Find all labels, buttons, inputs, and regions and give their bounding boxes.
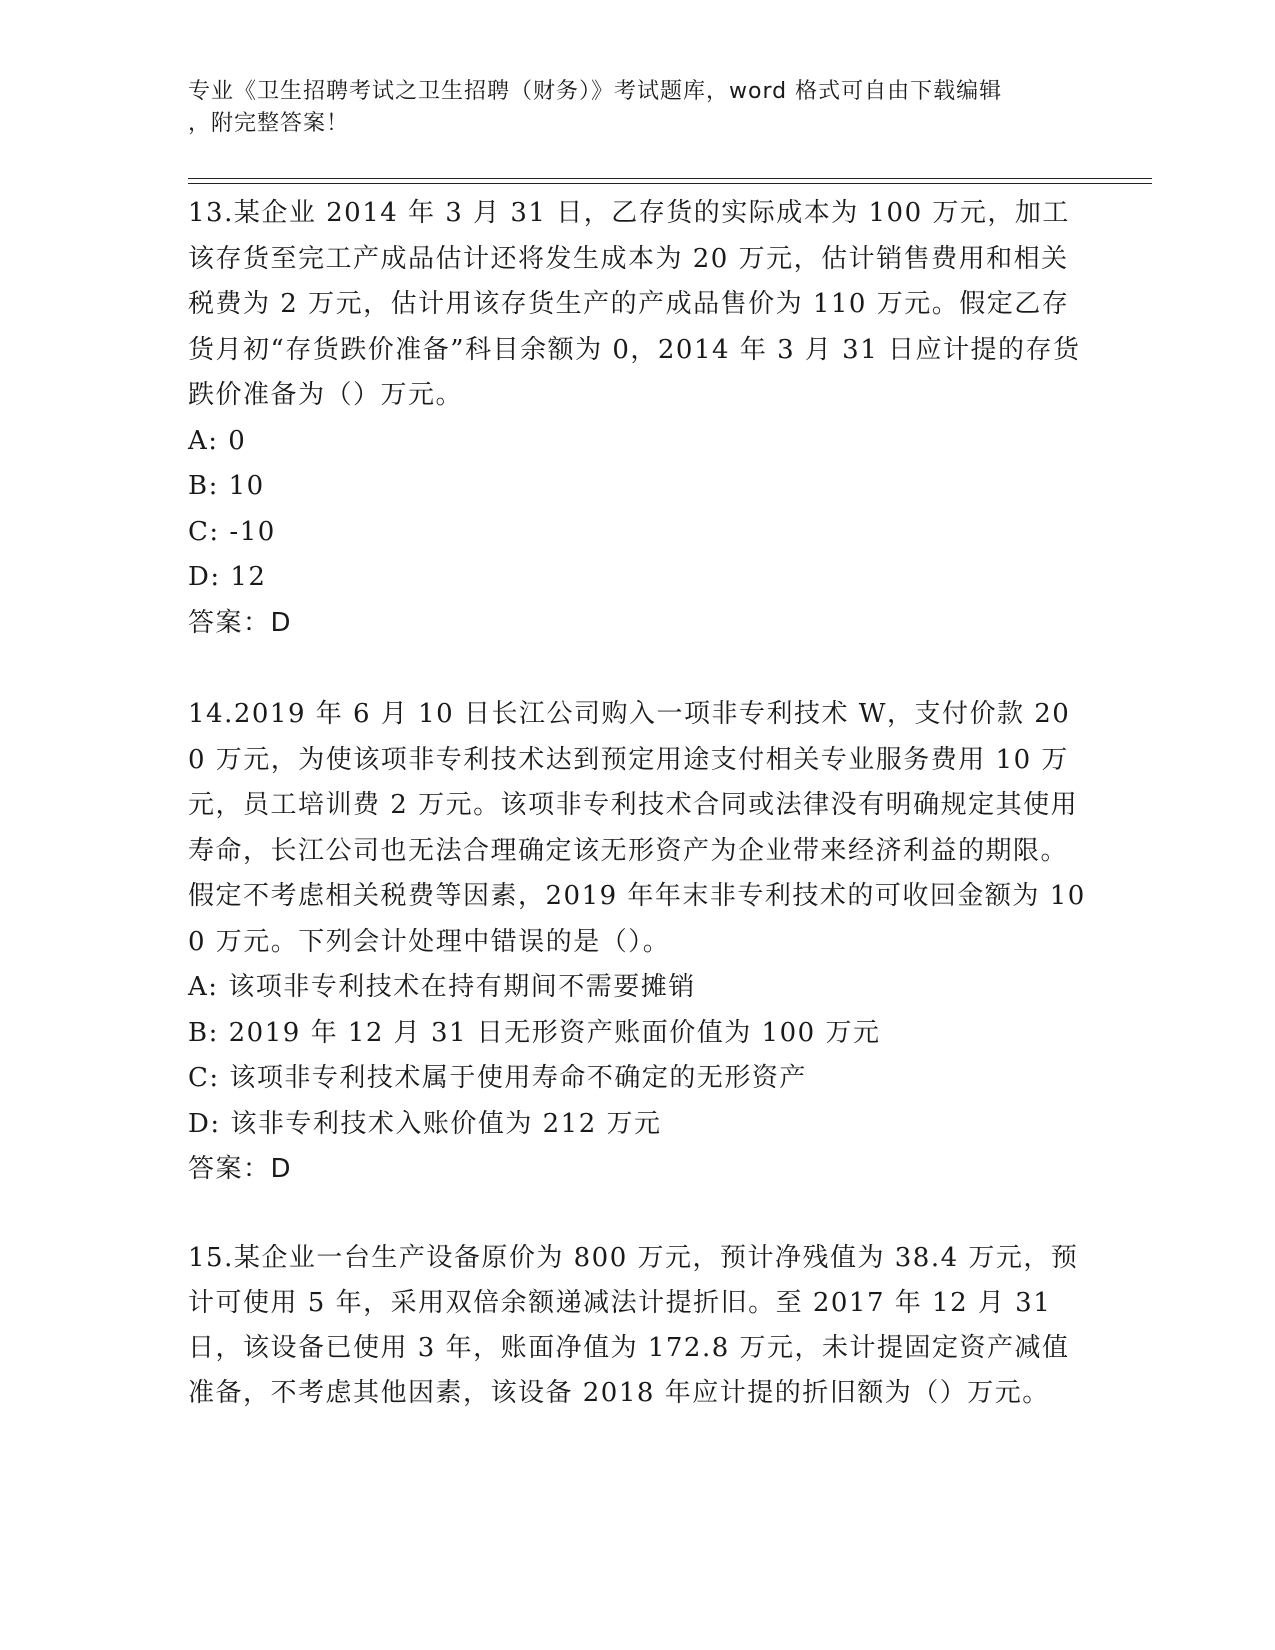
header-rule-top [188, 178, 1152, 179]
question-15 [188, 1236, 1088, 1416]
option-d: D: 该非专利技术入账价值为 212 万元 [188, 1108, 662, 1139]
option-b: B: 10 [188, 471, 265, 501]
question-stem: 15.某企业一台生产设备原价为 800 万元，预计净残值为 38.4 万元，预计可使用 5 年，采用双倍余额递减法计提折旧。至 2017 年 12 月 31 日，该设备已使用 3 年，账面净值为 172.8 万元，未计提固定资产减值准备，不考虑其他因素，该设备 2018 年应计提的折旧额为（）万元。 [188, 1243, 1079, 1408]
question-14 [188, 692, 1088, 1193]
answer: 答案：D [188, 1154, 293, 1184]
option-b: B: 2019 年 12 月 31 日无形资产账面价值为 100 万元 [188, 1017, 881, 1048]
answer: 答案：D [188, 607, 293, 638]
header-rule-bottom [188, 183, 1152, 184]
option-d: D: 12 [188, 562, 267, 592]
option-a: A: 0 [188, 425, 247, 456]
option-a: A: 该项非专利技术在持有期间不需要摊销 [188, 972, 696, 1002]
option-c: C: -10 [188, 516, 276, 547]
option-c: C: 该项非专利技术属于使用寿命不确定的无形资产 [188, 1063, 807, 1093]
question-stem: 14.2019 年 6 月 10 日长江公司购入一项非专利技术 W，支付价款 200 万元，为使该项非专利技术达到预定用途支付相关专业服务费用 10 万元，员工培训费 2 万元。该项非专利技术合同或法律没有明确规定其使用寿命，长江公司也无法合理确定该无形资产为企业带来经济利益的期限。假定不考虑相关税费等因素，2019 年年末非专利技术的可收回金额为 100 万元。下列会计处理中错误的是（）。 [188, 699, 1086, 957]
question-stem: 13.某企业 2014 年 3 月 31 日，乙存货的实际成本为 100 万元，加工该存货至完工产成品估计还将发生成本为 20 万元，估计销售费用和相关税费为 2 万元，估计用该存货生产的产成品售价为 110 万元。假定乙存货月初“存货跌价准备”科目余额为 0，2014 年 3 月 31 日应计提的存货跌价准备为（）万元。 [188, 198, 1081, 410]
document-header: 专业《卫生招聘考试之卫生招聘（财务）》考试题库，word 格式可自由下载编辑 ，附完整答案！ [188, 79, 1003, 136]
question-13 [188, 191, 1088, 646]
